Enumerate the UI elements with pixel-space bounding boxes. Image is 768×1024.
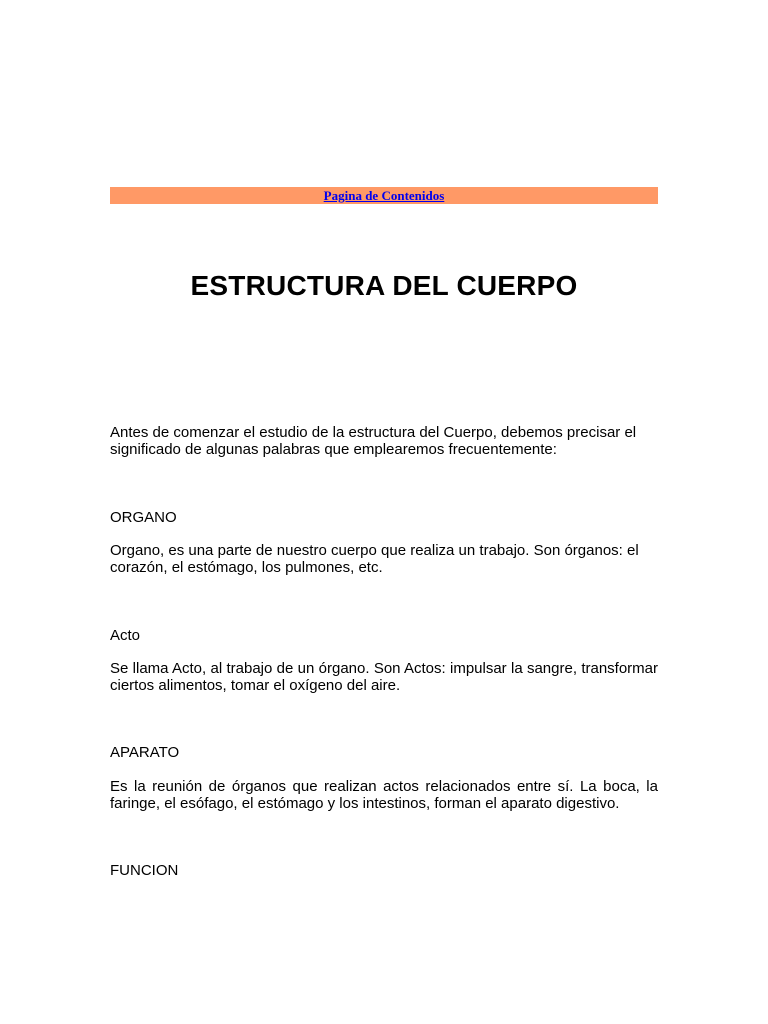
contents-link[interactable]: Pagina de Contenidos: [323, 188, 445, 203]
intro-paragraph: Antes de comenzar el estudio de la estructura del Cuerpo, debemos precisar el significado de algunas palabras que emplearemos frecuentemente:: [110, 424, 637, 458]
page-title: ESTRUCTURA DEL CUERPO: [190, 270, 578, 301]
section-heading-funcion: FUNCION: [110, 862, 179, 879]
section-text-organo: Organo, es una parte de nuestro cuerpo que realiza un trabajo. Son órganos: el corazón, el estómago, los pulmones, etc.: [110, 542, 639, 576]
section-heading-aparato: APARATO: [110, 744, 180, 761]
section-heading-acto: Acto: [110, 627, 141, 644]
section-text-aparato: Es la reunión de órganos que realizan actos relacionados entre sí. La boca, la faringe, el esófago, el estómago y los intestinos, forman el aparato digestivo.: [110, 778, 658, 812]
contents-nav-bar: [110, 187, 658, 204]
section-text-acto: Se llama Acto, al trabajo de un órgano. Son Actos: impulsar la sangre, transformar ciertos alimentos, tomar el oxígeno del aire.: [110, 660, 658, 694]
section-heading-organo: ORGANO: [110, 509, 177, 526]
